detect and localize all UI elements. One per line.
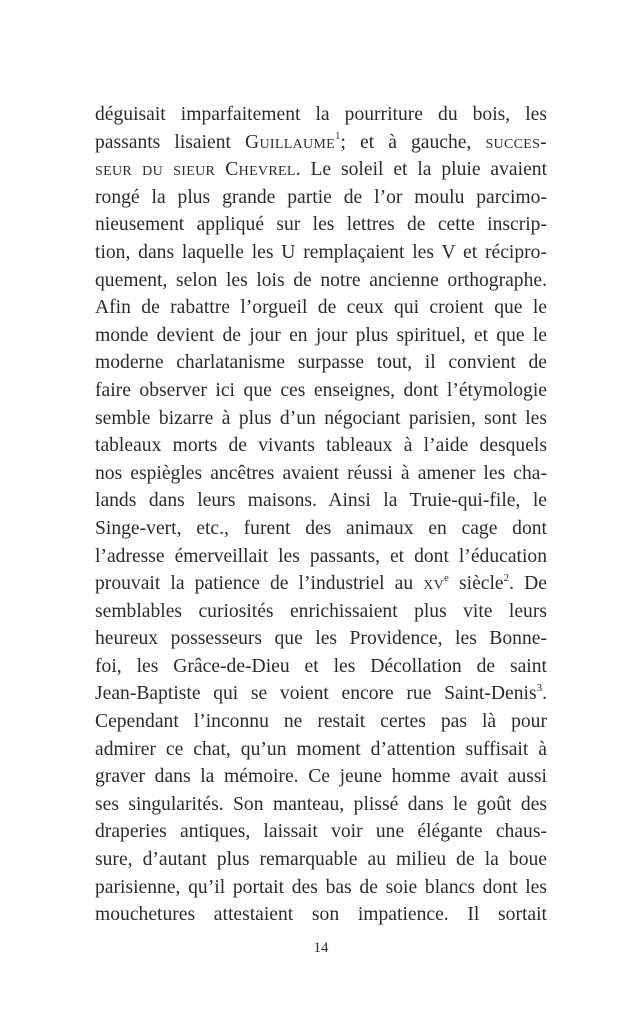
- text-line: Afin de rabattre l’orgueil de ceux qui croient que le: [95, 297, 547, 319]
- text-line: l’adresse émerveillait les passants, et dont l’éducation: [95, 545, 547, 567]
- text-line: semble bizarre à plus d’un négociant parisien, sont les: [95, 407, 547, 429]
- text-line: semblables curiosités enrichissaient plus vite leurs: [95, 600, 547, 622]
- text-line: rongé la plus grande partie de l’or moulu parcimo-: [95, 186, 547, 208]
- footnote-marker: 1: [335, 130, 341, 143]
- text-line: admirer ce chat, qu’un moment d’attention suffisait à: [95, 738, 547, 760]
- text-line: draperies antiques, laissait voir une élégante chaus-: [95, 821, 547, 843]
- text-line: faire observer ici que ces enseignes, dont l’étymologie: [95, 379, 547, 401]
- footnote-marker: 3: [536, 681, 543, 694]
- text-line: sure, d’autant plus remarquable au milieu de la boue: [95, 849, 547, 871]
- text-line: tableaux morts de vivants tableaux à l’aide desquels: [95, 435, 547, 457]
- small-caps-text: seur du sieur Chevrel: [95, 159, 296, 181]
- small-caps-text: xv: [423, 573, 445, 595]
- text-line: graver dans la mémoire. Ce jeune homme avait aussi: [95, 766, 547, 788]
- text-line: nieusement appliqué sur les lettres de cette inscrip-: [95, 214, 547, 236]
- text-line: foi, les Grâce-de-Dieu et les Décollation de saint: [95, 655, 547, 677]
- text-line: passants lisaient Guillaume$^1$; et à gauche, succes-: [95, 130, 547, 153]
- text-line: parisienne, qu’il portait des bas de soie blancs dont les: [95, 876, 547, 898]
- text-line: lands dans leurs maisons. Ainsi la Truie-qui-file, le: [95, 490, 547, 512]
- text-line: déguisait imparfaitement la pourriture du bois, les: [95, 104, 547, 125]
- text-line: heureux possesseurs que les Providence, les Bonne-: [95, 628, 547, 650]
- text-line: ses singularités. Son manteau, plissé dans le goût des: [95, 793, 547, 815]
- text-line: mouchetures attestaient son impatience. Il sortait: [95, 904, 547, 926]
- text-line: tion, dans laquelle les U remplaçaient les V et récipro-: [95, 241, 547, 263]
- text-line: seur du sieur Chevrel. Le soleil et la pluie avaient: [95, 159, 548, 181]
- small-caps-text: succes-: [485, 131, 547, 153]
- text-line: Jean-Baptiste qui se voient encore rue Saint-Denis$^3$.: [95, 681, 547, 705]
- footnote-marker: 2: [503, 571, 510, 584]
- page-number: 14: [313, 940, 329, 956]
- footnote-marker: e: [444, 571, 449, 584]
- body-text: [95, 101, 547, 929]
- text-line: Singe-vert, etc., furent des animaux en cage dont: [95, 517, 547, 539]
- text-line: quement, selon les lois de notre ancienne orthographe.: [95, 269, 547, 291]
- text-line: moderne charlatanisme surpasse tout, il convient de: [95, 352, 547, 374]
- text-line: monde devient de jour en jour plus spirituel, et que le: [95, 324, 547, 346]
- small-caps-text: Guillaume: [245, 131, 335, 153]
- text-line: prouvait la patience de l’industriel au $xv^e$ siècle$^2$. De: [95, 571, 547, 595]
- text-line: nos espiègles ancêtres avaient réussi à amener les cha-: [95, 462, 547, 484]
- text-line: Cependant l’inconnu ne restait certes pas là pour: [95, 711, 547, 733]
